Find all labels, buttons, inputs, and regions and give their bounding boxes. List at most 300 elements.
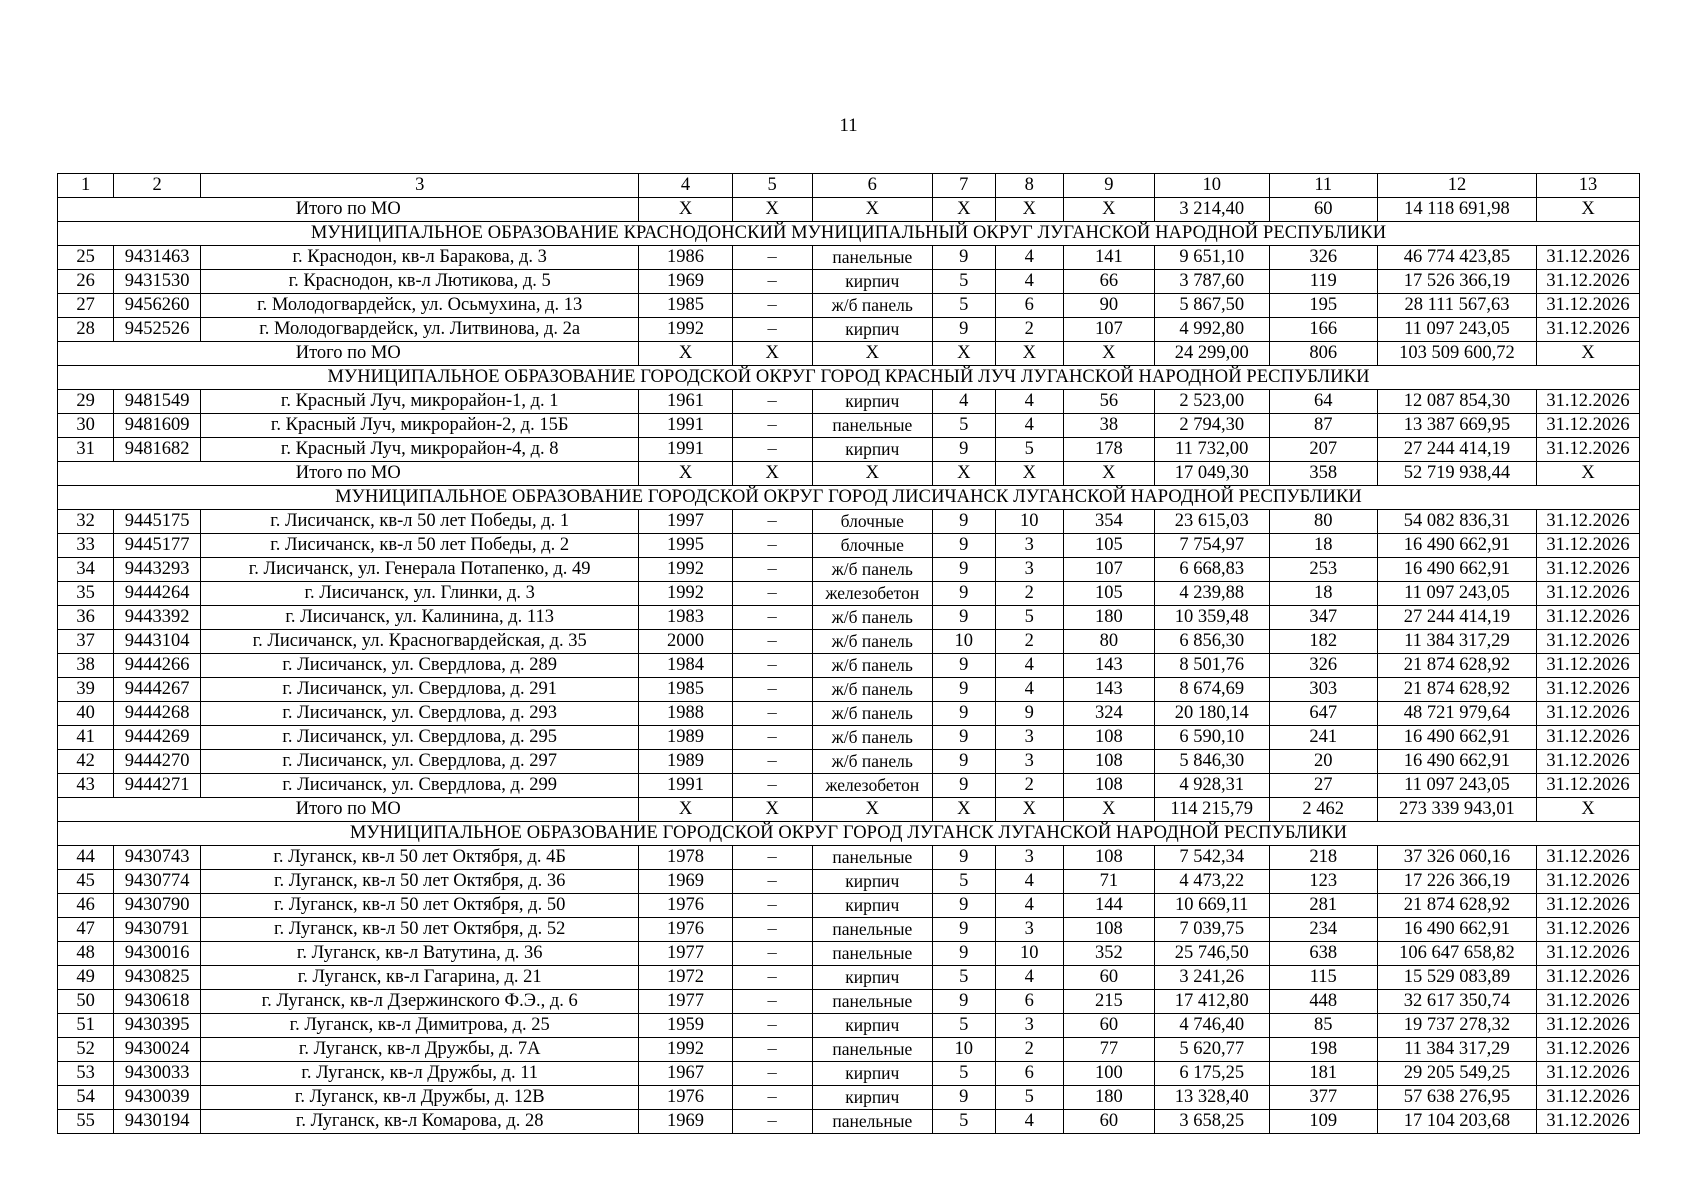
page-number: 11 (839, 115, 858, 136)
deadline: 31.12.2026 (1537, 414, 1640, 438)
total-label: Итого по МО (58, 462, 639, 486)
building-code: 9444271 (114, 774, 201, 798)
apartments-count: 324 (1063, 702, 1154, 726)
residents-count: 377 (1269, 1086, 1377, 1110)
year-built: 1967 (639, 1062, 732, 1086)
municipality-total-row (58, 198, 1640, 222)
year-reconstructed: – (732, 630, 812, 654)
total-cell: 114 215,79 (1154, 798, 1269, 822)
floors-count: 5 (932, 1014, 995, 1038)
row-number: 52 (58, 1038, 114, 1062)
residents-count: 119 (1269, 270, 1377, 294)
building-code: 9445177 (114, 534, 201, 558)
address: г. Луганск, кв-л Гагарина, д. 21 (200, 966, 639, 990)
floors-count: 9 (932, 582, 995, 606)
table-row (58, 294, 1640, 318)
address: г. Лисичанск, ул. Калинина, д. 113 (200, 606, 639, 630)
cost: 16 490 662,91 (1377, 726, 1536, 750)
floors-count: 9 (932, 774, 995, 798)
deadline: 31.12.2026 (1537, 606, 1640, 630)
address: г. Краснодон, кв-л Баракова, д. 3 (200, 246, 639, 270)
cost: 11 097 243,05 (1377, 318, 1536, 342)
year-built: 1972 (639, 966, 732, 990)
total-cell: 103 509 600,72 (1377, 342, 1536, 366)
year-reconstructed: – (732, 774, 812, 798)
floors-count: 9 (932, 726, 995, 750)
address: г. Лисичанск, ул. Красногвардейская, д. 35 (200, 630, 639, 654)
total-cell: 358 (1269, 462, 1377, 486)
entrances-count: 6 (995, 990, 1063, 1014)
cost: 29 205 549,25 (1377, 1062, 1536, 1086)
living-area: 7 039,75 (1154, 918, 1269, 942)
address: г. Лисичанск, ул. Свердлова, д. 291 (200, 678, 639, 702)
total-cell: X (995, 198, 1063, 222)
building-code: 9430395 (114, 1014, 201, 1038)
apartments-count: 108 (1063, 774, 1154, 798)
table-row (58, 390, 1640, 414)
floors-count: 10 (932, 1038, 995, 1062)
year-built: 1991 (639, 438, 732, 462)
building-code: 9443293 (114, 558, 201, 582)
living-area: 5 620,77 (1154, 1038, 1269, 1062)
total-cell: X (639, 462, 732, 486)
deadline: 31.12.2026 (1537, 1110, 1640, 1134)
wall-material: панельные (812, 990, 932, 1014)
table-row (58, 510, 1640, 534)
table-row (58, 726, 1640, 750)
entrances-count: 2 (995, 630, 1063, 654)
living-area: 9 651,10 (1154, 246, 1269, 270)
deadline: 31.12.2026 (1537, 870, 1640, 894)
building-code: 9481549 (114, 390, 201, 414)
total-cell: X (995, 462, 1063, 486)
address: г. Молодогвардейск, ул. Литвинова, д. 2а (200, 318, 639, 342)
cost: 19 737 278,32 (1377, 1014, 1536, 1038)
apartments-count: 66 (1063, 270, 1154, 294)
wall-material: кирпич (812, 1062, 932, 1086)
year-built: 1959 (639, 1014, 732, 1038)
residents-count: 20 (1269, 750, 1377, 774)
cost: 16 490 662,91 (1377, 534, 1536, 558)
column-number: 1 (58, 174, 114, 198)
table-row (58, 846, 1640, 870)
year-built: 1969 (639, 270, 732, 294)
wall-material: ж/б панель (812, 294, 932, 318)
total-cell: 52 719 938,44 (1377, 462, 1536, 486)
year-reconstructed: – (732, 702, 812, 726)
table-row (58, 558, 1640, 582)
year-reconstructed: – (732, 918, 812, 942)
building-code: 9430024 (114, 1038, 201, 1062)
address: г. Луганск, кв-л Комарова, д. 28 (200, 1110, 639, 1134)
table-row (58, 1062, 1640, 1086)
wall-material: кирпич (812, 1014, 932, 1038)
wall-material: блочные (812, 534, 932, 558)
address: г. Луганск, кв-л 50 лет Октября, д. 52 (200, 918, 639, 942)
deadline: 31.12.2026 (1537, 774, 1640, 798)
cost: 17 226 366,19 (1377, 870, 1536, 894)
table-row (58, 606, 1640, 630)
living-area: 20 180,14 (1154, 702, 1269, 726)
year-built: 1977 (639, 990, 732, 1014)
total-cell: X (812, 342, 932, 366)
deadline: 31.12.2026 (1537, 894, 1640, 918)
living-area: 4 473,22 (1154, 870, 1269, 894)
cost: 21 874 628,92 (1377, 654, 1536, 678)
row-number: 46 (58, 894, 114, 918)
apartments-count: 105 (1063, 582, 1154, 606)
table-row (58, 894, 1640, 918)
year-built: 1969 (639, 1110, 732, 1134)
wall-material: панельные (812, 918, 932, 942)
apartments-count: 143 (1063, 678, 1154, 702)
row-number: 45 (58, 870, 114, 894)
municipality-title: МУНИЦИПАЛЬНОЕ ОБРАЗОВАНИЕ ГОРОДСКОЙ ОКРУГ ГОРОД ЛИСИЧАНСК ЛУГАНСКОЙ НАРОДНОЙ РЕСПУБЛИКИ (58, 486, 1640, 510)
cost: 21 874 628,92 (1377, 894, 1536, 918)
municipality-title: МУНИЦИПАЛЬНОЕ ОБРАЗОВАНИЕ КРАСНОДОНСКИЙ МУНИЦИПАЛЬНЫЙ ОКРУГ ЛУГАНСКОЙ НАРОДНОЙ РЕСПУБЛИКИ (58, 222, 1640, 246)
entrances-count: 2 (995, 1038, 1063, 1062)
cost: 13 387 669,95 (1377, 414, 1536, 438)
column-number: 3 (200, 174, 639, 198)
floors-count: 9 (932, 1086, 995, 1110)
deadline: 31.12.2026 (1537, 270, 1640, 294)
table-row (58, 438, 1640, 462)
building-code: 9443392 (114, 606, 201, 630)
municipality-total-row (58, 342, 1640, 366)
apartments-count: 60 (1063, 1110, 1154, 1134)
building-code: 9444264 (114, 582, 201, 606)
living-area: 17 412,80 (1154, 990, 1269, 1014)
table-row (58, 702, 1640, 726)
wall-material: кирпич (812, 270, 932, 294)
table-row (58, 246, 1640, 270)
cost: 106 647 658,82 (1377, 942, 1536, 966)
living-area: 3 241,26 (1154, 966, 1269, 990)
address: г. Лисичанск, ул. Свердлова, д. 295 (200, 726, 639, 750)
living-area: 11 732,00 (1154, 438, 1269, 462)
deadline: 31.12.2026 (1537, 1014, 1640, 1038)
column-number: 6 (812, 174, 932, 198)
wall-material: железобетон (812, 774, 932, 798)
address: г. Красный Луч, микрорайон-1, д. 1 (200, 390, 639, 414)
year-built: 1988 (639, 702, 732, 726)
building-code: 9481609 (114, 414, 201, 438)
apartments-count: 77 (1063, 1038, 1154, 1062)
row-number: 44 (58, 846, 114, 870)
living-area: 6 668,83 (1154, 558, 1269, 582)
total-cell: X (932, 342, 995, 366)
cost: 11 384 317,29 (1377, 1038, 1536, 1062)
address: г. Красный Луч, микрорайон-2, д. 15Б (200, 414, 639, 438)
address: г. Луганск, кв-л 50 лет Октября, д. 50 (200, 894, 639, 918)
living-area: 25 746,50 (1154, 942, 1269, 966)
building-code: 9430791 (114, 918, 201, 942)
total-cell: X (1537, 342, 1640, 366)
row-number: 49 (58, 966, 114, 990)
column-number: 10 (1154, 174, 1269, 198)
living-area: 10 359,48 (1154, 606, 1269, 630)
deadline: 31.12.2026 (1537, 678, 1640, 702)
apartments-count: 71 (1063, 870, 1154, 894)
total-cell: 806 (1269, 342, 1377, 366)
table-row (58, 534, 1640, 558)
address: г. Луганск, кв-л Дружбы, д. 11 (200, 1062, 639, 1086)
residents-count: 87 (1269, 414, 1377, 438)
table-body (58, 174, 1640, 1134)
floors-count: 9 (932, 606, 995, 630)
wall-material: ж/б панель (812, 630, 932, 654)
year-reconstructed: – (732, 582, 812, 606)
total-cell: 60 (1269, 198, 1377, 222)
apartments-count: 143 (1063, 654, 1154, 678)
year-reconstructed: – (732, 1110, 812, 1134)
living-area: 3 658,25 (1154, 1110, 1269, 1134)
wall-material: блочные (812, 510, 932, 534)
row-number: 38 (58, 654, 114, 678)
floors-count: 9 (932, 990, 995, 1014)
address: г. Краснодон, кв-л Лютикова, д. 5 (200, 270, 639, 294)
year-built: 1992 (639, 318, 732, 342)
living-area: 10 669,11 (1154, 894, 1269, 918)
living-area: 4 239,88 (1154, 582, 1269, 606)
wall-material: ж/б панель (812, 606, 932, 630)
year-reconstructed: – (732, 846, 812, 870)
deadline: 31.12.2026 (1537, 390, 1640, 414)
building-code: 9444269 (114, 726, 201, 750)
table-row (58, 966, 1640, 990)
row-number: 31 (58, 438, 114, 462)
building-code: 9430825 (114, 966, 201, 990)
column-number: 12 (1377, 174, 1536, 198)
cost: 32 617 350,74 (1377, 990, 1536, 1014)
row-number: 37 (58, 630, 114, 654)
municipality-title: МУНИЦИПАЛЬНОЕ ОБРАЗОВАНИЕ ГОРОДСКОЙ ОКРУГ ГОРОД КРАСНЫЙ ЛУЧ ЛУГАНСКОЙ НАРОДНОЙ РЕСПУБЛИКИ (58, 366, 1640, 390)
row-number: 29 (58, 390, 114, 414)
column-number: 2 (114, 174, 201, 198)
total-cell: 3 214,40 (1154, 198, 1269, 222)
entrances-count: 5 (995, 438, 1063, 462)
total-cell: X (812, 798, 932, 822)
deadline: 31.12.2026 (1537, 582, 1640, 606)
year-built: 1976 (639, 894, 732, 918)
entrances-count: 6 (995, 294, 1063, 318)
building-code: 9445175 (114, 510, 201, 534)
apartments-count: 108 (1063, 846, 1154, 870)
apartments-count: 144 (1063, 894, 1154, 918)
year-reconstructed: – (732, 558, 812, 582)
table-row (58, 654, 1640, 678)
year-built: 1989 (639, 750, 732, 774)
column-number-row (58, 174, 1640, 198)
building-code: 9430194 (114, 1110, 201, 1134)
total-cell: 24 299,00 (1154, 342, 1269, 366)
row-number: 25 (58, 246, 114, 270)
living-area: 8 674,69 (1154, 678, 1269, 702)
year-built: 1992 (639, 1038, 732, 1062)
year-reconstructed: – (732, 894, 812, 918)
year-reconstructed: – (732, 438, 812, 462)
living-area: 8 501,76 (1154, 654, 1269, 678)
cost: 12 087 854,30 (1377, 390, 1536, 414)
building-code: 9430743 (114, 846, 201, 870)
apartments-count: 180 (1063, 1086, 1154, 1110)
deadline: 31.12.2026 (1537, 654, 1640, 678)
building-code: 9430790 (114, 894, 201, 918)
residents-count: 281 (1269, 894, 1377, 918)
living-area: 5 846,30 (1154, 750, 1269, 774)
cost: 28 111 567,63 (1377, 294, 1536, 318)
address: г. Луганск, кв-л 50 лет Октября, д. 36 (200, 870, 639, 894)
total-cell: 2 462 (1269, 798, 1377, 822)
cost: 16 490 662,91 (1377, 918, 1536, 942)
apartments-count: 108 (1063, 750, 1154, 774)
cost: 11 097 243,05 (1377, 582, 1536, 606)
year-reconstructed: – (732, 726, 812, 750)
residents-count: 303 (1269, 678, 1377, 702)
cost: 54 082 836,31 (1377, 510, 1536, 534)
row-number: 48 (58, 942, 114, 966)
cost: 21 874 628,92 (1377, 678, 1536, 702)
living-area: 7 542,34 (1154, 846, 1269, 870)
housing-registry-table (57, 173, 1640, 1134)
living-area: 23 615,03 (1154, 510, 1269, 534)
floors-count: 9 (932, 654, 995, 678)
cost: 46 774 423,85 (1377, 246, 1536, 270)
year-reconstructed: – (732, 414, 812, 438)
total-cell: 273 339 943,01 (1377, 798, 1536, 822)
entrances-count: 2 (995, 582, 1063, 606)
residents-count: 218 (1269, 846, 1377, 870)
municipality-total-row (58, 798, 1640, 822)
table-row (58, 774, 1640, 798)
year-reconstructed: – (732, 1086, 812, 1110)
wall-material: панельные (812, 246, 932, 270)
wall-material: кирпич (812, 318, 932, 342)
living-area: 4 928,31 (1154, 774, 1269, 798)
table-row (58, 1038, 1640, 1062)
floors-count: 9 (932, 846, 995, 870)
address: г. Лисичанск, кв-л 50 лет Победы, д. 1 (200, 510, 639, 534)
total-cell: X (1063, 798, 1154, 822)
residents-count: 347 (1269, 606, 1377, 630)
apartments-count: 90 (1063, 294, 1154, 318)
entrances-count: 4 (995, 270, 1063, 294)
address: г. Луганск, кв-л Димитрова, д. 25 (200, 1014, 639, 1038)
total-cell: X (639, 198, 732, 222)
residents-count: 85 (1269, 1014, 1377, 1038)
year-built: 1983 (639, 606, 732, 630)
row-number: 30 (58, 414, 114, 438)
year-reconstructed: – (732, 1062, 812, 1086)
year-reconstructed: – (732, 1038, 812, 1062)
wall-material: ж/б панель (812, 702, 932, 726)
apartments-count: 107 (1063, 558, 1154, 582)
residents-count: 647 (1269, 702, 1377, 726)
deadline: 31.12.2026 (1537, 1062, 1640, 1086)
building-code: 9444267 (114, 678, 201, 702)
apartments-count: 352 (1063, 942, 1154, 966)
building-code: 9430033 (114, 1062, 201, 1086)
apartments-count: 215 (1063, 990, 1154, 1014)
cost: 57 638 276,95 (1377, 1086, 1536, 1110)
total-cell: X (1537, 198, 1640, 222)
residents-count: 18 (1269, 582, 1377, 606)
year-built: 2000 (639, 630, 732, 654)
floors-count: 9 (932, 438, 995, 462)
building-code: 9452526 (114, 318, 201, 342)
entrances-count: 3 (995, 534, 1063, 558)
table-row (58, 582, 1640, 606)
total-cell: 14 118 691,98 (1377, 198, 1536, 222)
residents-count: 198 (1269, 1038, 1377, 1062)
entrances-count: 4 (995, 1110, 1063, 1134)
row-number: 40 (58, 702, 114, 726)
residents-count: 181 (1269, 1062, 1377, 1086)
residents-count: 195 (1269, 294, 1377, 318)
cost: 48 721 979,64 (1377, 702, 1536, 726)
wall-material: панельные (812, 846, 932, 870)
table-row (58, 990, 1640, 1014)
building-code: 9431463 (114, 246, 201, 270)
total-cell: X (732, 798, 812, 822)
residents-count: 326 (1269, 654, 1377, 678)
building-code: 9430016 (114, 942, 201, 966)
cost: 37 326 060,16 (1377, 846, 1536, 870)
building-code: 9430039 (114, 1086, 201, 1110)
deadline: 31.12.2026 (1537, 246, 1640, 270)
row-number: 27 (58, 294, 114, 318)
floors-count: 5 (932, 1110, 995, 1134)
row-number: 51 (58, 1014, 114, 1038)
floors-count: 9 (932, 702, 995, 726)
year-reconstructed: – (732, 678, 812, 702)
year-reconstructed: – (732, 318, 812, 342)
row-number: 36 (58, 606, 114, 630)
table-row (58, 942, 1640, 966)
residents-count: 182 (1269, 630, 1377, 654)
wall-material: кирпич (812, 870, 932, 894)
table-row (58, 630, 1640, 654)
entrances-count: 3 (995, 918, 1063, 942)
cost: 17 526 366,19 (1377, 270, 1536, 294)
wall-material: ж/б панель (812, 558, 932, 582)
table-row (58, 1110, 1640, 1134)
living-area: 5 867,50 (1154, 294, 1269, 318)
floors-count: 9 (932, 918, 995, 942)
table-row (58, 870, 1640, 894)
floors-count: 5 (932, 1062, 995, 1086)
deadline: 31.12.2026 (1537, 294, 1640, 318)
entrances-count: 4 (995, 678, 1063, 702)
living-area: 6 856,30 (1154, 630, 1269, 654)
living-area: 6 590,10 (1154, 726, 1269, 750)
year-reconstructed: – (732, 750, 812, 774)
residents-count: 123 (1269, 870, 1377, 894)
entrances-count: 10 (995, 510, 1063, 534)
year-reconstructed: – (732, 990, 812, 1014)
entrances-count: 3 (995, 558, 1063, 582)
column-number: 8 (995, 174, 1063, 198)
year-built: 1985 (639, 294, 732, 318)
wall-material: железобетон (812, 582, 932, 606)
floors-count: 9 (932, 942, 995, 966)
residents-count: 109 (1269, 1110, 1377, 1134)
year-built: 1969 (639, 870, 732, 894)
row-number: 39 (58, 678, 114, 702)
column-number: 9 (1063, 174, 1154, 198)
deadline: 31.12.2026 (1537, 942, 1640, 966)
table-row (58, 1086, 1640, 1110)
